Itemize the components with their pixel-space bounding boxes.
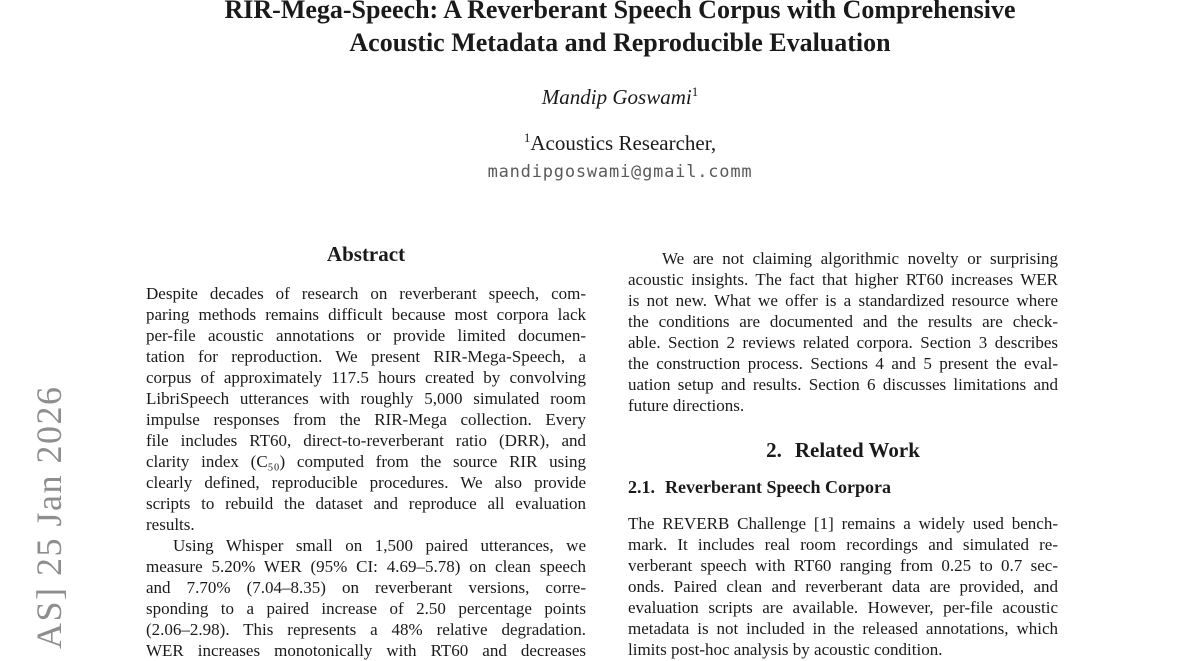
paper-title-line-2: Acoustic Metadata and Reproducible Evaluation bbox=[349, 28, 891, 57]
author-name-text: Mandip Goswami bbox=[541, 85, 692, 109]
paper-title bbox=[40, 0, 1200, 59]
abstract-paragraph-1: Despite decades of research on reverberant speech, com- paring methods remains difficult because most corpora lack per-file acoustic annotations or provide limited documen- tation for reproduction. We present RIR-Mega-Speech, a corpus of approximately 117.5 hours created by convolving LibriSpeech utterances with roughly 5,000 simulated room impulse responses from the RIR-Mega collection. Every file includes RT60, direct-to-reverberant ratio (DRR), and clarity index (C₅₀) computed from the source RIR using clearly defined, reproducible procedures. We also provide scripts to rebuild the dataset and reproduce all evaluation results. bbox=[146, 284, 586, 534]
related-work-paragraph: The REVERB Challenge [1] remains a widely used bench- mark. It includes real room recordings and simulated re- verberant speech with RT60 ranging from 0.25 to 0.7 sec- onds. Paired clean and reverberant data are provided, and evaluation scripts are available. However, per-file acoustic metadata is not included in the released annotations, which limits post-hoc analysis by acoustic condition. bbox=[628, 514, 1058, 659]
section-heading-related-work bbox=[628, 437, 1058, 463]
right-column bbox=[628, 248, 1058, 660]
subsection-heading-reverberant-speech-corpora bbox=[628, 476, 1058, 498]
introduction-continuation-paragraph: We are not claiming algorithmic novelty or surprising acoustic insights. The fact that higher RT60 increases WER is not new. What we offer is a standardized resource where the conditions are documented and the results are check- able. Section 2 reviews related corpora. Section 3 describes the construction process. Sections 4 and 5 present the eval- uation setup and results. Section 6 discusses limitations and future directions. bbox=[628, 249, 1058, 415]
left-column bbox=[146, 241, 586, 661]
abstract-paragraph-2: Using Whisper small on 1,500 paired utterances, we measure 5.20% WER (95% CI: 4.69–5.78) on clean speech and 7.70% (7.04–8.35) on reverberant versions, corre- sponding to a paired increase of 2.50 percentage points (2.06–2.98). This represents a 48% relative degradation. WER increases monotonically with RT60 and decreases bbox=[146, 536, 586, 660]
abstract-heading: Abstract bbox=[326, 242, 406, 266]
arxiv-stamp: AS] 25 Jan 2026 bbox=[29, 385, 69, 649]
affiliation-text: Acoustics Researcher, bbox=[530, 131, 717, 155]
section-number: 2. bbox=[766, 438, 782, 462]
author-affiliation bbox=[40, 130, 1200, 156]
author-name bbox=[40, 84, 1200, 110]
author-superscript: 1 bbox=[691, 84, 699, 99]
section-title-text: Related Work bbox=[794, 438, 920, 462]
paper-title-line-1: RIR-Mega-Speech: A Reverberant Speech Corpus with Comprehensive bbox=[224, 0, 1016, 24]
subsection-title-text: Reverberant Speech Corpora bbox=[665, 477, 891, 497]
author-email: mandipgoswami@gmail.comm bbox=[487, 162, 753, 182]
affiliation-marker: 1 bbox=[523, 130, 531, 145]
subsection-number: 2.1. bbox=[628, 477, 655, 497]
